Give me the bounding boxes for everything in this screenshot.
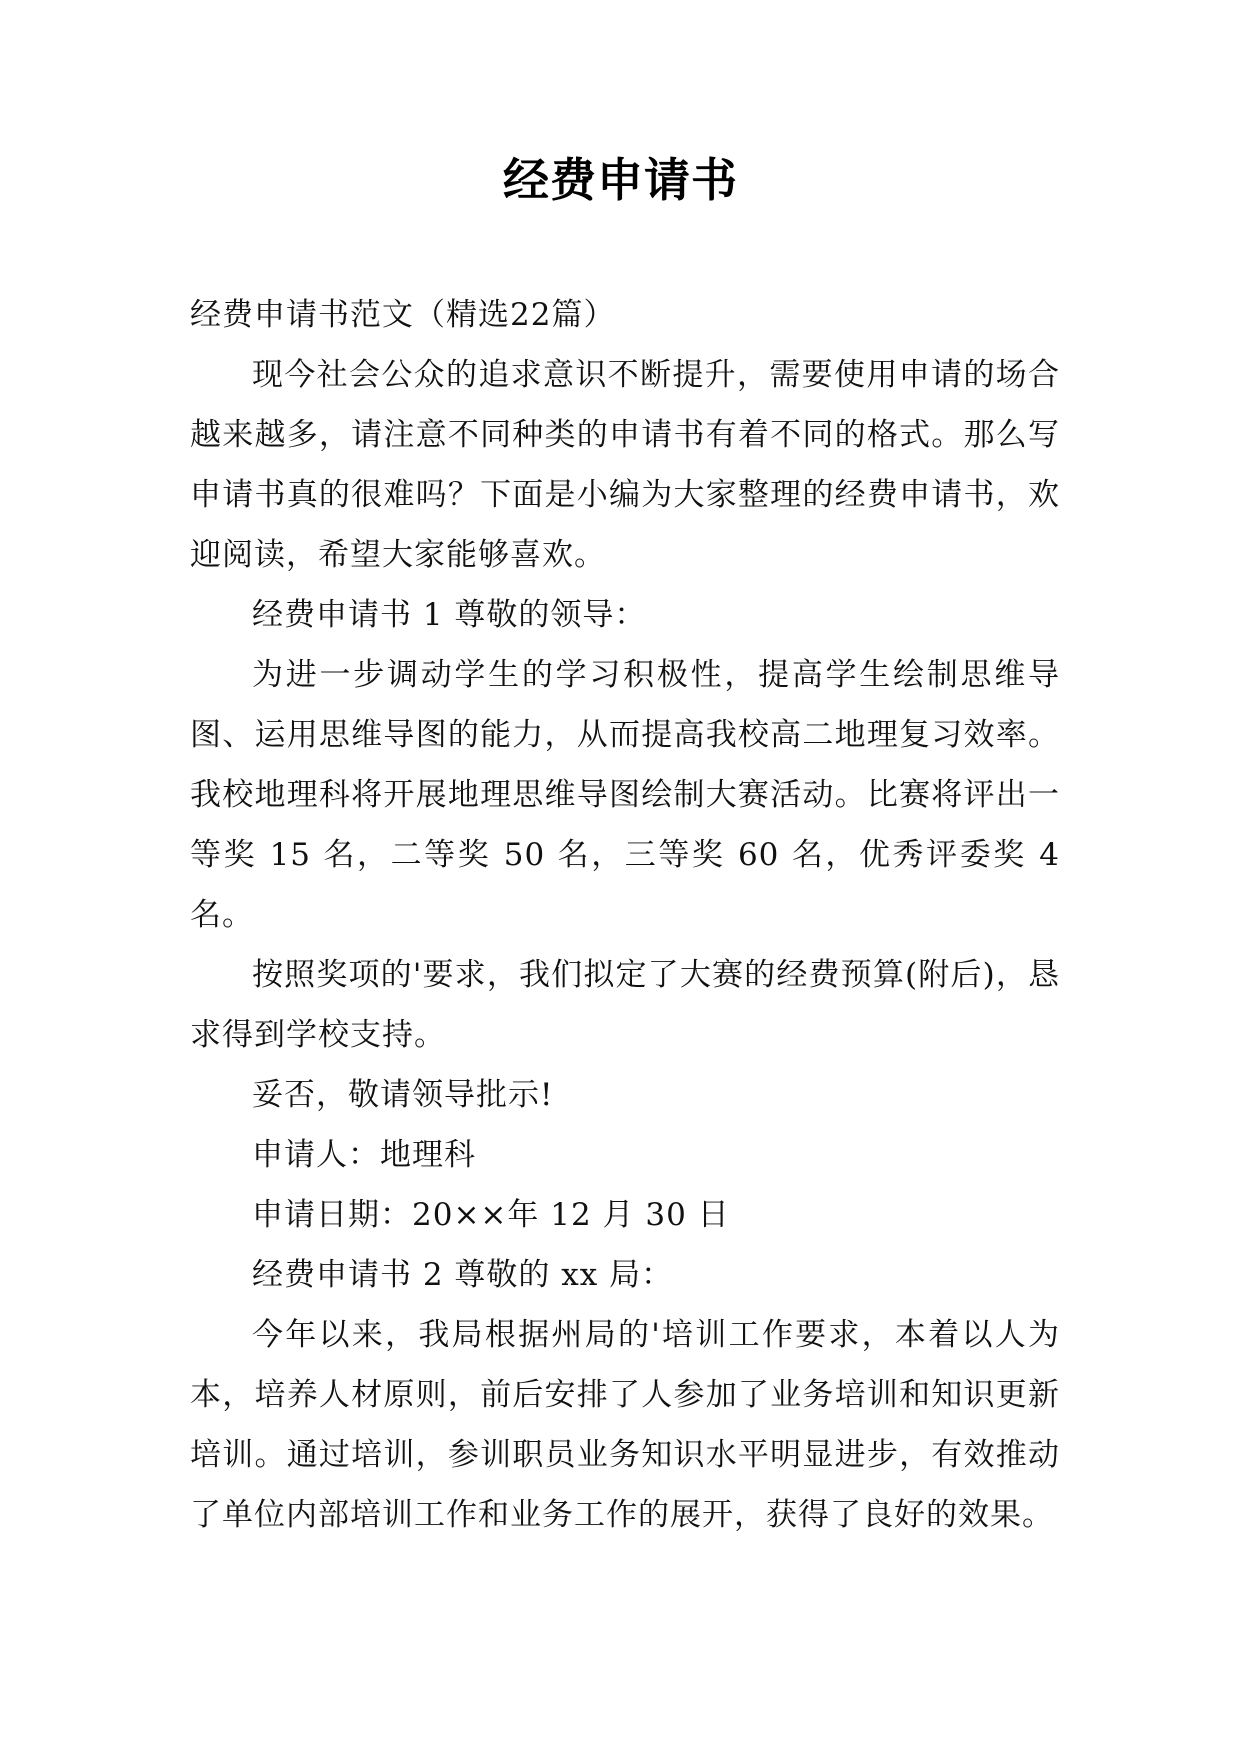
- document-title: 经费申请书: [503, 153, 738, 207]
- sample-1-closing: 妥否，敬请领导批示!: [252, 1077, 554, 1113]
- sample-1-salutation: 经费申请书 1 尊敬的领导：: [252, 597, 647, 633]
- sample-1-date: 申请日期：20××年 12 月 30 日: [252, 1197, 730, 1233]
- sample-1-applicant: 申请人：地理科: [252, 1137, 476, 1173]
- sample-1-body-paragraph: 为进一步调动学生的学习积极性，提高学生绘制思维导图、运用思维导图的能力，从而提高我校高二地理复习效率。我校地理科将开展地理思维导图绘制大赛活动。比赛将评出一等奖 15 名，二等奖 50 名，三等奖 60 名，优秀评委奖 4 名。: [190, 657, 1060, 933]
- intro-paragraph: 现今社会公众的追求意识不断提升，需要使用申请的场合越来越多，请注意不同种类的申请书有着不同的格式。那么写申请书真的很难吗？下面是小编为大家整理的经费申请书，欢迎阅读，希望大家能够喜欢。: [190, 357, 1060, 573]
- sample-2-body-paragraph: 今年以来，我局根据州局的'培训工作要求，本着以人为本，培养人材原则，前后安排了人参加了业务培训和知识更新培训。通过培训，参训职员业务知识水平明显进步，有效推动了单位内部培训工作和业务工作的展开，获得了良好的效果。: [190, 1317, 1060, 1533]
- sample-2-salutation: 经费申请书 2 尊敬的 xx 局：: [252, 1257, 674, 1293]
- subtitle-paragraph: 经费申请书范文（精选22篇）: [190, 297, 616, 333]
- document-body: [190, 285, 1060, 1545]
- sample-1-request-paragraph: 按照奖项的'要求，我们拟定了大赛的经费预算(附后)，恳求得到学校支持。: [190, 957, 1060, 1053]
